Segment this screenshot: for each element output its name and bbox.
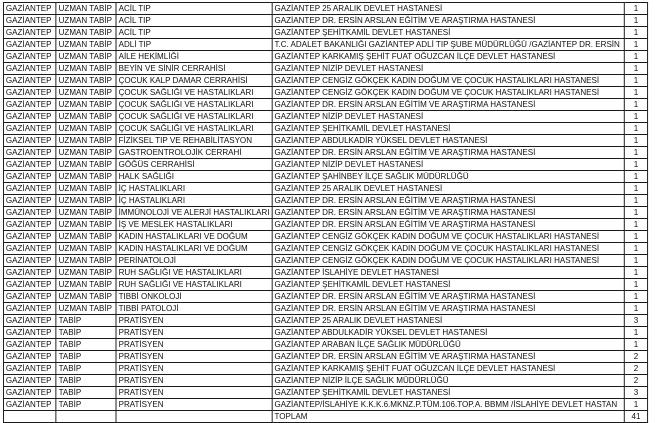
specialty-cell: KADIN HASTALIKLARI VE DOĞUM [116,243,272,255]
title-cell: UZMAN TABİP [56,291,116,303]
table-row [3,99,647,111]
table-row [3,135,647,147]
specialty-cell: GÖĞÜS CERRAHİSİ [116,159,272,171]
title-cell: UZMAN TABİP [56,147,116,159]
title-cell: TABİP [56,351,116,363]
city-cell: GAZİANTEP [3,291,56,303]
title-cell: UZMAN TABİP [56,135,116,147]
title-cell: UZMAN TABİP [56,99,116,111]
table-row [3,123,647,135]
count-cell: 1 [624,303,647,315]
specialty-cell: PRATİSYEN [116,375,272,387]
specialty-cell: PRATİSYEN [116,387,272,399]
specialty-cell: ÇOCUK SAĞLIĞI VE HASTALIKLARI [116,123,272,135]
table-row [3,207,647,219]
document-sheet [3,2,668,423]
specialty-cell: RUH SAĞLIĞI VE HASTALIKLARI [116,267,272,279]
title-cell: TABİP [56,387,116,399]
title-cell: UZMAN TABİP [56,231,116,243]
count-cell: 3 [624,315,647,327]
title-cell: UZMAN TABİP [56,243,116,255]
title-cell: TABİP [56,339,116,351]
table-row [3,315,647,327]
institution-cell: GAZİANTEP ŞEHİTKAMİL DEVLET HASTANESİ [272,27,624,39]
specialty-cell: PRATİSYEN [116,363,272,375]
institution-cell: GAZİANTEP NİZİP DEVLET HASTANESİ [272,159,624,171]
institution-cell: GAZİANTEP İSLAHİYE DEVLET HASTANESİ [272,267,624,279]
institution-cell: GAZİANTEP KARKAMIŞ ŞEHİT FUAT OĞUZCAN İLÇE DEVLET HASTANESİ [272,51,624,63]
city-cell: GAZİANTEP [3,363,56,375]
city-cell: GAZİANTEP [3,27,56,39]
city-cell: GAZİANTEP [3,147,56,159]
institution-cell: GAZİANTEP CENGİZ GÖKÇEK KADIN DOĞUM VE ÇOCUK HASTALIKLARI HASTANESİ [272,231,624,243]
total-label: TOPLAM [272,411,624,423]
table-row [3,183,647,195]
count-cell: 1 [624,159,647,171]
city-cell: GAZİANTEP [3,159,56,171]
table-row [3,87,647,99]
city-cell: GAZİANTEP [3,39,56,51]
title-cell: UZMAN TABİP [56,3,116,15]
specialty-cell: İÇ HASTALIKLARI [116,195,272,207]
institution-cell: GAZİANTEP CENGİZ GÖKÇEK KADIN DOĞUM VE ÇOCUK HASTALIKLARI HASTANESİ [272,243,624,255]
specialty-cell: İŞ VE MESLEK HASTALIKLARI [116,219,272,231]
allocation-table [3,2,648,423]
specialty-cell: ADLİ TIP [116,39,272,51]
specialty-cell: ACİL TIP [116,15,272,27]
institution-cell: GAZİANTEP DR. ERSİN ARSLAN EĞİTİM VE ARAŞTIRMA HASTANESİ [272,147,624,159]
city-cell: GAZİANTEP [3,327,56,339]
institution-cell: T.C. ADALET BAKANLIĞI GAZİANTEP ADLİ TIP ŞUBE MÜDÜRLÜĞÜ /GAZİANTEP DR. ERSİN [272,39,624,51]
institution-cell: GAZİANTEP 25 ARALIK DEVLET HASTANESİ [272,3,624,15]
city-cell: GAZİANTEP [3,219,56,231]
institution-cell: GAZİANTEP DR. ERSİN ARSLAN EĞİTİM VE ARAŞTIRMA HASTANESİ [272,219,624,231]
table-row [3,363,647,375]
city-cell: GAZİANTEP [3,255,56,267]
count-cell: 1 [624,207,647,219]
count-cell: 1 [624,183,647,195]
table-row [3,15,647,27]
table-row [3,147,647,159]
city-cell: GAZİANTEP [3,195,56,207]
specialty-cell: PERİNATOLOJİ [116,255,272,267]
city-cell: GAZİANTEP [3,123,56,135]
city-cell: GAZİANTEP [3,279,56,291]
institution-cell: GAZİANTEP DR. ERSİN ARSLAN EĞİTİM VE ARAŞTIRMA HASTANESİ [272,351,624,363]
count-cell: 1 [624,3,647,15]
city-cell: GAZİANTEP [3,303,56,315]
table-row [3,3,647,15]
table-row [3,339,647,351]
institution-cell: GAZİANTEP ŞEHİTKAMİL DEVLET HASTANESİ [272,279,624,291]
institution-cell: GAZİANTEP ABDULKADİR YÜKSEL DEVLET HASTANESİ [272,135,624,147]
count-cell: 2 [624,351,647,363]
count-cell: 1 [624,231,647,243]
institution-cell: GAZİANTEP CENGİZ GÖKÇEK KADIN DOĞUM VE ÇOCUK HASTALIKLARI HASTANESİ [272,75,624,87]
table-row [3,387,647,399]
count-cell: 1 [624,135,647,147]
city-cell: GAZİANTEP [3,135,56,147]
specialty-cell: AİLE HEKİMLİĞİ [116,51,272,63]
count-cell: 1 [624,51,647,63]
title-cell: UZMAN TABİP [56,207,116,219]
institution-cell: GAZİANTEP ŞEHİTKAMİL DEVLET HASTANESİ [272,123,624,135]
table-row [3,243,647,255]
city-cell: GAZİANTEP [3,207,56,219]
title-cell: TABİP [56,363,116,375]
specialty-cell: TIBBİ PATOLOJİ [116,303,272,315]
specialty-cell: HALK SAĞLIĞI [116,171,272,183]
institution-cell: GAZİANTEP 25 ARALIK DEVLET HASTANESİ [272,183,624,195]
specialty-cell: FİZİKSEL TIP VE REHABİLİTASYON [116,135,272,147]
count-cell: 1 [624,171,647,183]
institution-cell: GAZİANTEP CENGİZ GÖKÇEK KADIN DOĞUM VE ÇOCUK HASTALIKLARI HASTANESİ [272,255,624,267]
institution-cell: GAZİANTEP CENGİZ GÖKÇEK KADIN DOĞUM VE ÇOCUK HASTALIKLARI HASTANESİ [272,87,624,99]
institution-cell: GAZİANTEP DR. ERSİN ARSLAN EĞİTİM VE ARAŞTIRMA HASTANESİ [272,291,624,303]
title-cell: UZMAN TABİP [56,111,116,123]
institution-cell: GAZİANTEP NİZİP İLÇE SAĞLIK MÜDÜRLÜĞÜ [272,375,624,387]
city-cell: GAZİANTEP [3,99,56,111]
institution-cell: GAZİANTEP DR. ERSİN ARSLAN EĞİTİM VE ARAŞTIRMA HASTANESİ [272,207,624,219]
specialty-cell: PRATİSYEN [116,327,272,339]
city-cell: GAZİANTEP [3,315,56,327]
count-cell: 1 [624,219,647,231]
institution-cell: GAZİANTEP DR. ERSİN ARSLAN EĞİTİM VE ARAŞTIRMA HASTANESİ [272,15,624,27]
institution-cell: GAZİANTEP DR. ERSİN ARSLAN EĞİTİM VE ARAŞTIRMA HASTANESİ [272,303,624,315]
title-cell: UZMAN TABİP [56,39,116,51]
count-cell: 3 [624,387,647,399]
table-row [3,255,647,267]
institution-cell: GAZİANTEP NİZİP DEVLET HASTANESİ [272,63,624,75]
count-cell: 1 [624,75,647,87]
count-cell: 2 [624,375,647,387]
table-row [3,159,647,171]
specialty-cell: BEYİN VE SİNİR CERRAHİSİ [116,63,272,75]
title-cell: TABİP [56,327,116,339]
specialty-cell: PRATİSYEN [116,315,272,327]
title-cell: UZMAN TABİP [56,303,116,315]
title-cell: UZMAN TABİP [56,27,116,39]
table-row [3,303,647,315]
specialty-cell: İMMÜNOLOJİ VE ALERJİ HASTALIKLARI [116,207,272,219]
count-cell: 1 [624,243,647,255]
table-row [3,75,647,87]
table-row [3,219,647,231]
city-cell: GAZİANTEP [3,3,56,15]
title-cell: UZMAN TABİP [56,219,116,231]
title-cell: UZMAN TABİP [56,87,116,99]
table-row [3,39,647,51]
table-row [3,195,647,207]
specialty-cell: RUH SAĞLIĞI VE HASTALIKLARI [116,279,272,291]
specialty-cell: PRATİSYEN [116,351,272,363]
count-cell: 1 [624,291,647,303]
table-row [3,171,647,183]
institution-cell: GAZİANTEP ARABAN İLÇE SAĞLIK MÜDÜRLÜĞÜ [272,339,624,351]
title-cell: UZMAN TABİP [56,159,116,171]
specialty-cell: TIBBİ ONKOLOJİ [116,291,272,303]
table-row [3,111,647,123]
city-cell: GAZİANTEP [3,171,56,183]
title-cell: TABİP [56,315,116,327]
specialty-cell: PRATİSYEN [116,339,272,351]
count-cell: 1 [624,147,647,159]
city-cell: GAZİANTEP [3,399,56,411]
total-value: 41 [624,411,647,423]
city-cell: GAZİANTEP [3,51,56,63]
count-cell: 1 [624,339,647,351]
count-cell: 1 [624,27,647,39]
title-cell: UZMAN TABİP [56,183,116,195]
specialty-cell: GASTROENTROLOJİK CERRAHİ [116,147,272,159]
count-cell: 2 [624,363,647,375]
institution-cell: GAZİANTEP ŞEHİTKAMİL DEVLET HASTANESİ [272,387,624,399]
city-cell: GAZİANTEP [3,351,56,363]
city-cell: GAZİANTEP [3,183,56,195]
specialty-cell: ACİL TIP [116,3,272,15]
institution-cell: GAZİANTEP NİZİP DEVLET HASTANESİ [272,111,624,123]
city-cell: GAZİANTEP [3,339,56,351]
title-cell: TABİP [56,375,116,387]
city-cell: GAZİANTEP [3,387,56,399]
table-row [3,279,647,291]
table-row [3,399,647,411]
institution-cell: GAZİANTEP ŞAHİNBEY İLÇE SAĞLIK MÜDÜRLÜĞÜ [272,171,624,183]
count-cell: 1 [624,195,647,207]
city-cell: GAZİANTEP [3,87,56,99]
specialty-cell: ÇOCUK SAĞLIĞI VE HASTALIKLARI [116,99,272,111]
title-cell: UZMAN TABİP [56,75,116,87]
institution-cell: GAZİANTEP DR. ERSİN ARSLAN EĞİTİM VE ARAŞTIRMA HASTANESİ [272,195,624,207]
count-cell: 1 [624,111,647,123]
table-row [3,375,647,387]
city-cell: GAZİANTEP [3,231,56,243]
title-cell: UZMAN TABİP [56,63,116,75]
table-row [3,267,647,279]
specialty-cell: PRATİSYEN [116,399,272,411]
city-cell: GAZİANTEP [3,63,56,75]
count-cell: 1 [624,15,647,27]
title-cell: UZMAN TABİP [56,255,116,267]
specialty-cell: İÇ HASTALIKLARI [116,183,272,195]
specialty-cell: ÇOCUK SAĞLIĞI VE HASTALIKLARI [116,111,272,123]
institution-cell: GAZİANTEP/İSLAHİYE K.K.K.6.MKNZ.P.TÜM.106.TOP.A. BBMM /İSLAHİYE DEVLET HASTAN [272,399,624,411]
title-cell: UZMAN TABİP [56,51,116,63]
city-cell: GAZİANTEP [3,15,56,27]
specialty-cell: ÇOCUK KALP DAMAR CERRAHİSİ [116,75,272,87]
title-cell: UZMAN TABİP [56,15,116,27]
table-row [3,291,647,303]
title-cell: UZMAN TABİP [56,195,116,207]
city-cell: GAZİANTEP [3,375,56,387]
count-cell: 1 [624,399,647,411]
specialty-cell: ACİL TIP [116,27,272,39]
count-cell: 1 [624,63,647,75]
specialty-cell: ÇOCUK SAĞLIĞI VE HASTALIKLARI [116,87,272,99]
table-row [3,327,647,339]
specialty-cell: KADIN HASTALIKLARI VE DOĞUM [116,231,272,243]
table-row [3,231,647,243]
table-row [3,63,647,75]
city-cell: GAZİANTEP [3,75,56,87]
count-cell: 1 [624,327,647,339]
count-cell: 1 [624,279,647,291]
count-cell: 1 [624,255,647,267]
city-cell: GAZİANTEP [3,267,56,279]
title-cell: UZMAN TABİP [56,123,116,135]
title-cell: TABİP [56,399,116,411]
count-cell: 1 [624,87,647,99]
table-row [3,351,647,363]
count-cell: 1 [624,39,647,51]
table-body [3,3,647,411]
institution-cell: GAZİANTEP ABDULKADİR YÜKSEL DEVLET HASTANESİ [272,327,624,339]
title-cell: UZMAN TABİP [56,279,116,291]
institution-cell: GAZİANTEP 25 ARALIK DEVLET HASTANESİ [272,315,624,327]
city-cell: GAZİANTEP [3,111,56,123]
title-cell: UZMAN TABİP [56,171,116,183]
city-cell: GAZİANTEP [3,243,56,255]
count-cell: 1 [624,99,647,111]
institution-cell: GAZİANTEP KARKAMIŞ ŞEHİT FUAT OĞUZCAN İLÇE DEVLET HASTANESİ [272,363,624,375]
count-cell: 1 [624,123,647,135]
title-cell: UZMAN TABİP [56,267,116,279]
table-row [3,51,647,63]
institution-cell: GAZİANTEP DR. ERSİN ARSLAN EĞİTİM VE ARAŞTIRMA HASTANESİ [272,99,624,111]
count-cell: 1 [624,267,647,279]
table-row [3,27,647,39]
